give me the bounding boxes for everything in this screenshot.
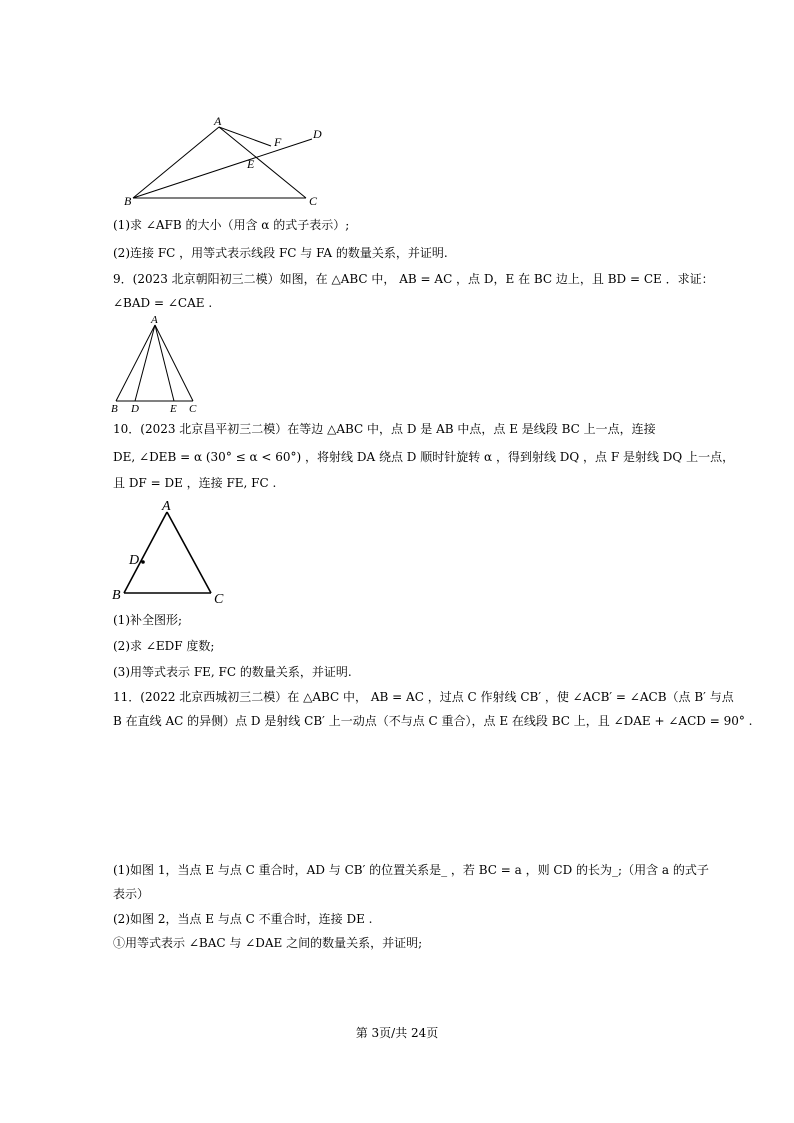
label-c: C bbox=[309, 194, 318, 208]
q9-statement-line1: 9．(2023 北京朝阳初三二模）如图，在 △ABC 中， AB = AC ，点 D，E 在 BC 边上，且 BD = CE ．求证： bbox=[113, 272, 714, 286]
segment-ac bbox=[219, 127, 306, 198]
label-d: D bbox=[131, 403, 139, 415]
page-footer: 第 3页/共 24页 bbox=[355, 1026, 439, 1040]
segment-ac bbox=[155, 325, 193, 401]
q10-part1: (1)补全图形; bbox=[113, 613, 183, 627]
segment-ac bbox=[167, 512, 211, 593]
label-e: E bbox=[247, 157, 255, 171]
q8-part2: (2)连接 FC ，用等式表示线段 FC 与 FA 的数量关系，并证明. bbox=[113, 246, 448, 260]
figure-triangle-afb bbox=[110, 112, 340, 212]
label-b: B bbox=[124, 194, 132, 208]
q10-statement-line2: DE, ∠DEB = α (30° ≤ α < 60°) ，将射线 DA 绕点 D 顺时针旋转 α ，得到射线 DQ ，点 F 是射线 DQ 上一点， bbox=[113, 450, 735, 464]
q11-part2-sub1: ①用等式表示 ∠BAC 与 ∠DAE 之间的数量关系，并证明; bbox=[113, 936, 423, 950]
q9-statement-line2: ∠BAD = ∠CAE . bbox=[113, 296, 213, 310]
label-d: D bbox=[129, 553, 140, 568]
figure-isosceles-triangle bbox=[108, 312, 204, 416]
segment-ab bbox=[116, 325, 155, 401]
q10-part2: (2)求 ∠EDF 度数; bbox=[113, 639, 215, 653]
segment-ad bbox=[135, 325, 155, 401]
segment-af bbox=[219, 127, 271, 146]
point-d bbox=[141, 560, 145, 564]
q11-statement-line2: B 在直线 AC 的异侧）点 D 是射线 CB′ 上一动点（不与点 C 重合），点 E 在线段 BC 上，且 ∠DAE + ∠ACD = 90° . bbox=[113, 714, 753, 728]
q11-part1-line2: 表示） bbox=[113, 887, 150, 901]
q11-statement-line1: 11．(2022 北京西城初三二模）在 △ABC 中， AB = AC ，过点 C 作射线 CB′ ，使 ∠ACB′ = ∠ACB（点 B′ 与点 bbox=[113, 690, 734, 704]
segment-ab bbox=[133, 127, 219, 198]
label-a: A bbox=[162, 499, 171, 514]
figure-equilateral-triangle bbox=[108, 494, 232, 608]
q10-statement-line1: 10．(2023 北京昌平初三二模）在等边 △ABC 中，点 D 是 AB 中点，点 E 是线段 BC 上一点，连接 bbox=[113, 422, 656, 436]
label-c: C bbox=[189, 403, 197, 415]
label-c: C bbox=[214, 592, 224, 607]
label-e: E bbox=[170, 403, 177, 415]
q8-part1: (1)求 ∠AFB 的大小（用含 α 的式子表示）; bbox=[113, 218, 350, 232]
label-a: A bbox=[214, 114, 222, 128]
label-b: B bbox=[111, 403, 118, 415]
label-b: B bbox=[112, 588, 121, 603]
ray-bd bbox=[133, 139, 312, 198]
q11-part2: (2)如图 2，当点 E 与点 C 不重合时，连接 DE . bbox=[113, 912, 373, 926]
segment-ae bbox=[155, 325, 174, 401]
q11-part1-line1: (1)如图 1，当点 E 与点 C 重合时，AD 与 CB′ 的位置关系是_ ，若 BC = a ，则 CD 的长为_;（用含 a 的式子 bbox=[113, 863, 709, 877]
label-f: F bbox=[274, 135, 282, 149]
q10-statement-line3: 且 DF = DE ，连接 FE, FC . bbox=[113, 476, 277, 490]
q10-part3: (3)用等式表示 FE, FC 的数量关系，并证明. bbox=[113, 665, 352, 679]
label-a: A bbox=[151, 314, 158, 326]
label-d: D bbox=[313, 127, 322, 141]
